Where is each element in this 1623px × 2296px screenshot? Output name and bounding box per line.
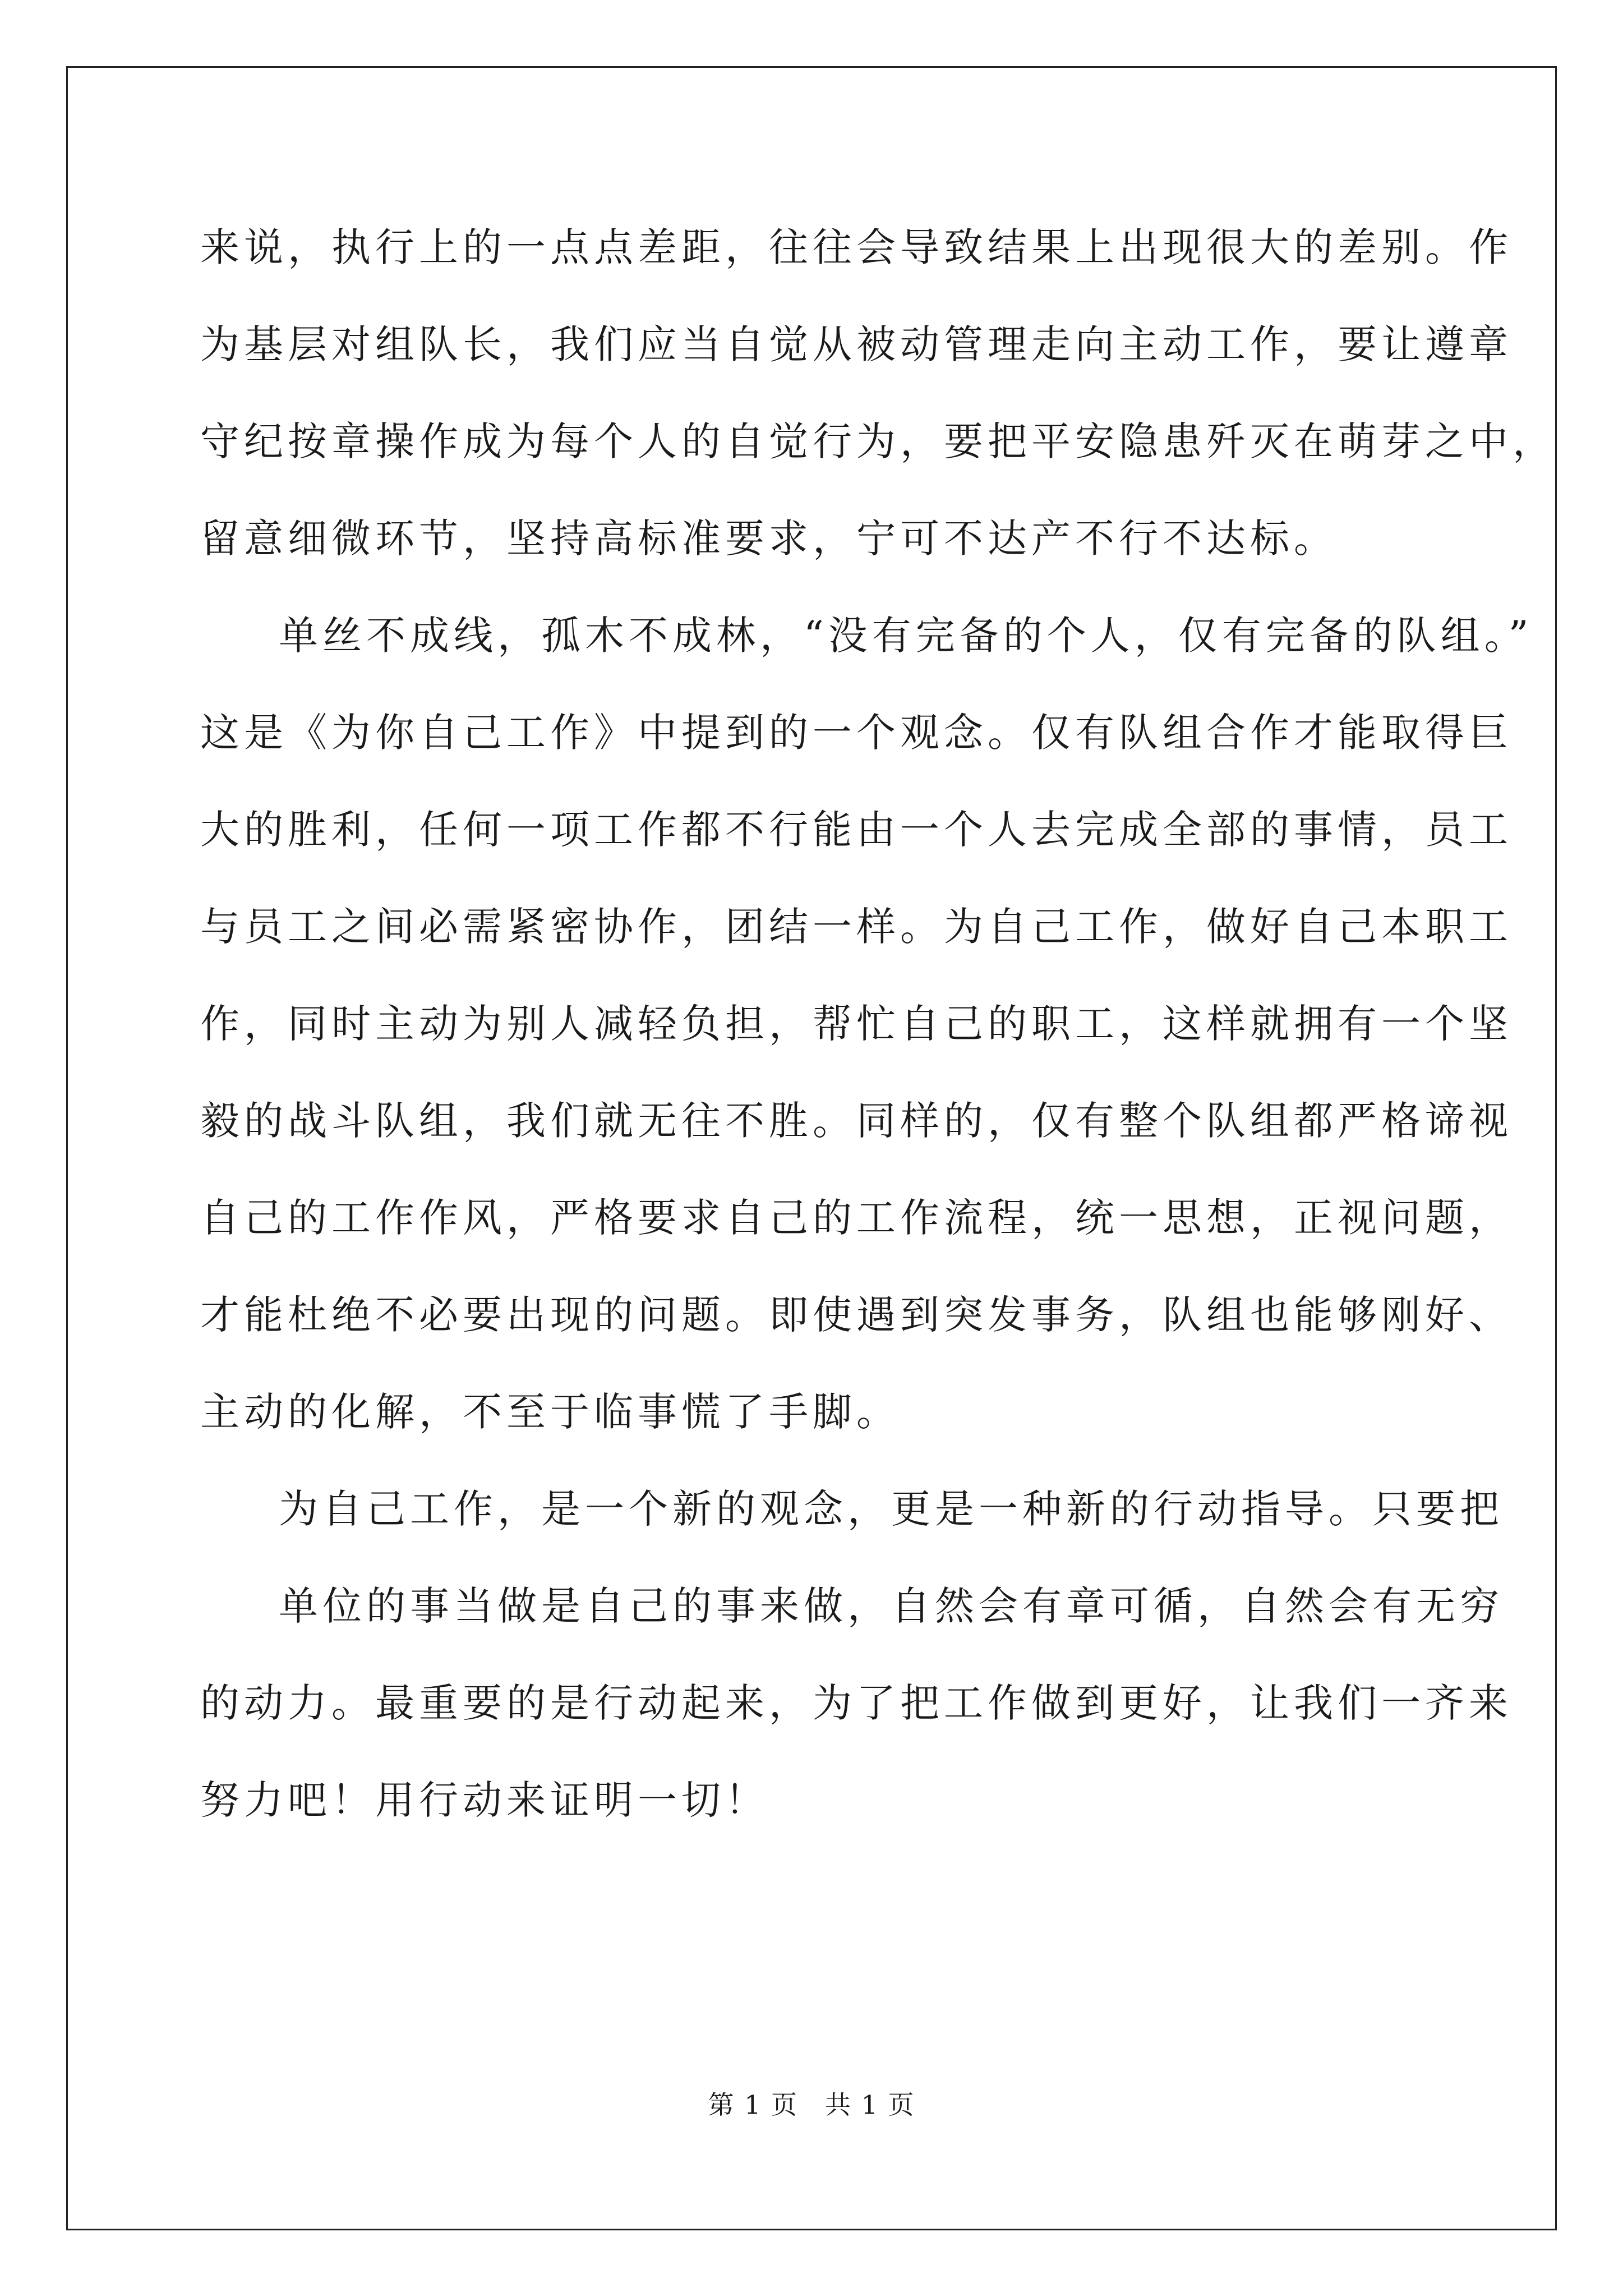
body-text-line: 为自己工作，是一个新的观念，更是一种新的行动指导。只要把 <box>279 1486 1504 1532</box>
body-text-line: 的动力。最重要的是行动起来，为了把工作做到更好，让我们一齐来 <box>200 1680 1513 1726</box>
body-text-line: 守纪按章操作成为每个人的自觉行为，要把平安隐患歼灭在萌芽之中， <box>200 418 1556 464</box>
body-text-line: 留意细微环节，坚持高标准要求，宁可不达产不行不达标。 <box>200 516 1338 562</box>
body-text-line: 作，同时主动为别人减轻负担，帮忙自己的职工，这样就拥有一个坚 <box>200 1001 1513 1047</box>
body-text-line: 这是《为你自己工作》中提到的一个观念。仅有队组合作才能取得巨 <box>200 710 1513 756</box>
body-text-line: 努力吧！用行动来证明一切！ <box>200 1777 769 1823</box>
body-text-line: 单位的事当做是自己的事来做，自然会有章可循，自然会有无穷 <box>279 1583 1504 1629</box>
body-text-line: 来说，执行上的一点点差距，往往会导致结果上出现很大的差别。作 <box>200 224 1513 270</box>
body-text-line: 单丝不成线，孤木不成林，“没有完备的个人，仅有完备的队组。” <box>279 613 1533 659</box>
body-text-line: 才能杜绝不必要出现的问题。即使遇到突发事务，队组也能够刚好、 <box>200 1292 1513 1338</box>
body-text-line: 毅的战斗队组，我们就无往不胜。同样的，仅有整个队组都严格谛视 <box>200 1098 1513 1144</box>
body-text-line: 为基层对组队长，我们应当自觉从被动管理走向主动工作，要让遵章 <box>200 321 1513 367</box>
body-text-line: 自己的工作作风，严格要求自己的工作流程，统一思想，正视问题， <box>200 1195 1513 1241</box>
body-text-line: 与员工之间必需紧密协作，团结一样。为自己工作，做好自己本职工 <box>200 904 1513 950</box>
body-text-line: 大的胜利，任何一项工作都不行能由一个人去完成全部的事情，员工 <box>200 807 1513 853</box>
page-number-footer: 第 1 页 共 1 页 <box>708 2090 915 2120</box>
body-text-line: 主动的化解，不至于临事慌了手脚。 <box>200 1389 900 1435</box>
